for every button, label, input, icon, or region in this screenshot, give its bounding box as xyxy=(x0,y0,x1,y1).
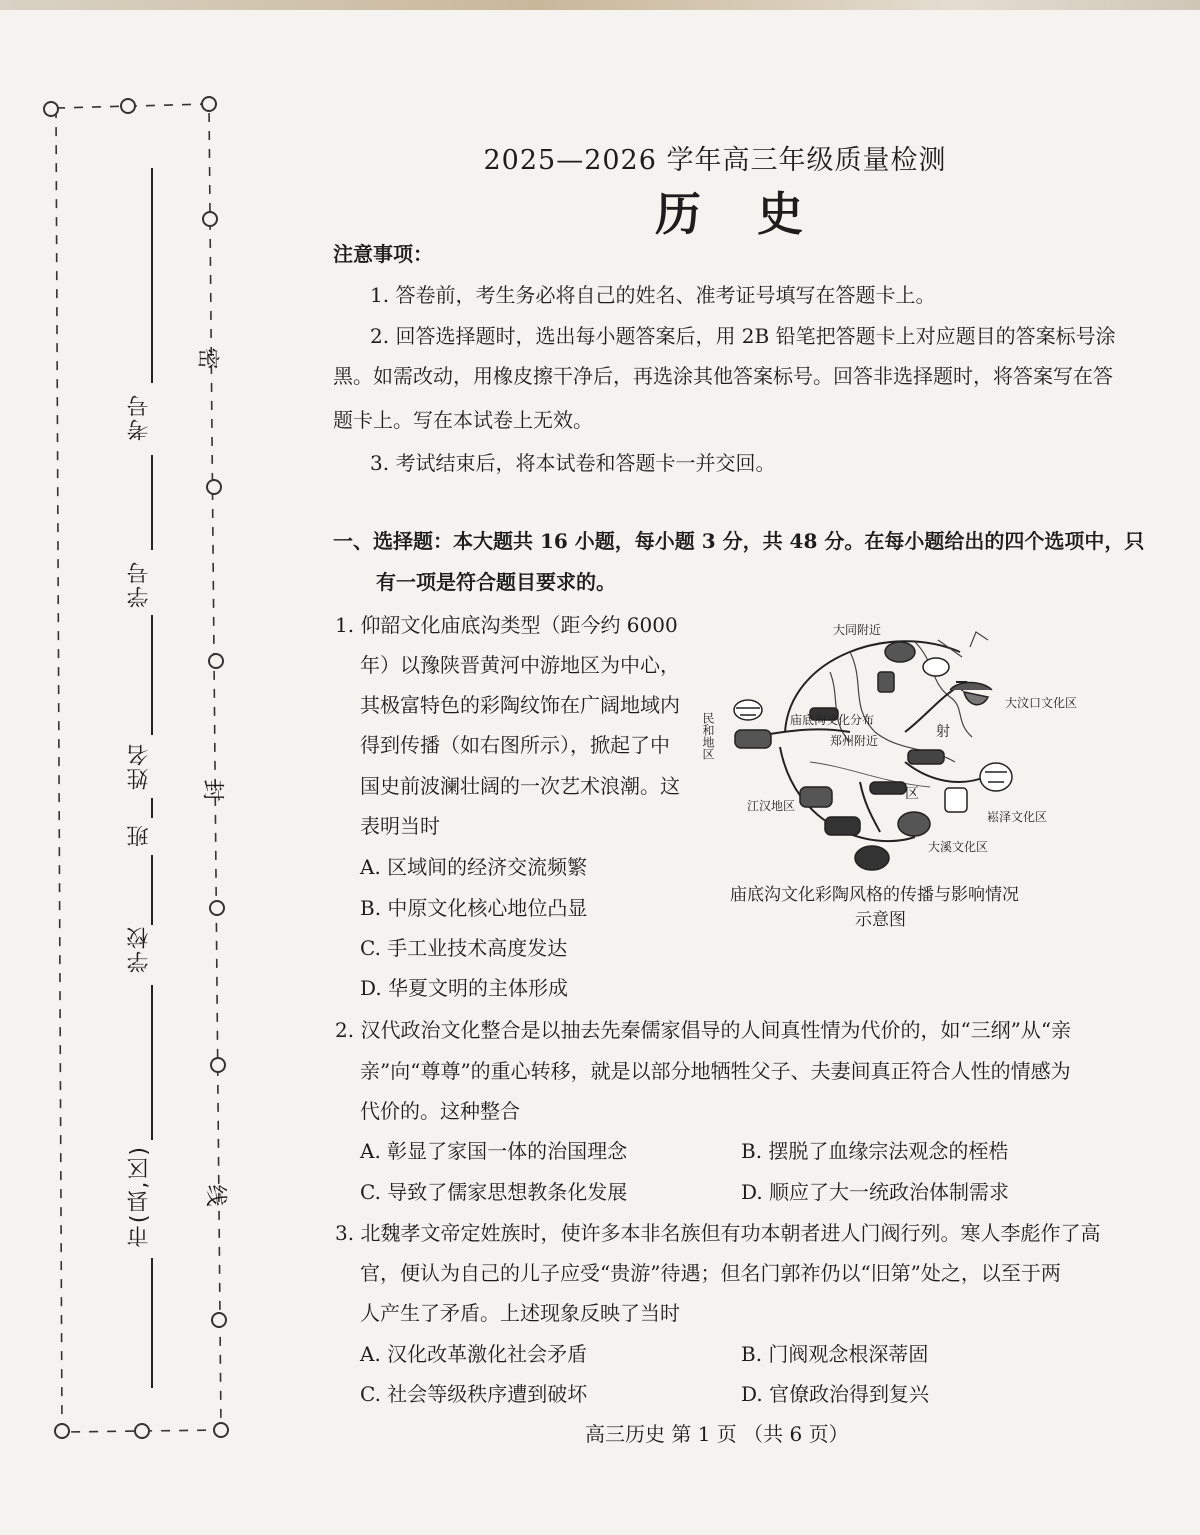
map-label-songze: 崧泽文化区 xyxy=(987,810,1048,824)
field-label-exam-number: 考号 xyxy=(127,393,152,441)
q1-stem: 其极富特色的彩陶纹饰在广阔地域内 xyxy=(360,693,680,717)
section-heading: 一、选择题：本大题共 16 小题，每小题 3 分，共 48 分。在每小题给出的四个选项中，只 xyxy=(333,529,1145,553)
field-underline xyxy=(151,855,153,925)
q1-stem: 表明当时 xyxy=(360,814,440,838)
field-underline xyxy=(151,985,153,1140)
notice-line: 2. 回答选择题时，选出每小题答案后，用 2B 铅笔把答题卡上对应题目的答案标号涂 xyxy=(370,324,1116,348)
map-label-she: 射 xyxy=(936,724,950,740)
q2-stem: 代价的。这种整合 xyxy=(360,1099,520,1123)
field-label-school: 学校 xyxy=(127,925,152,973)
q1-stem: 国史前波澜壮阔的一次艺术浪潮。这 xyxy=(360,774,680,798)
subject-title: 历 史 xyxy=(655,187,824,241)
q3-stem: 3. 北魏孝文帝定姓族时，使许多本非名族但有功本朝者进人门阀行列。寒人李彪作了高 xyxy=(335,1221,1101,1245)
binding-circle xyxy=(210,1057,226,1073)
cut-mark: 线 xyxy=(202,1184,228,1207)
binding-circle xyxy=(201,96,217,112)
field-underline xyxy=(151,798,153,818)
notice-line: 题卡上。写在本试卷上无效。 xyxy=(333,408,593,432)
binding-circle xyxy=(211,1312,227,1328)
q1-stem: 1. 仰韶文化庙底沟类型（距今约 6000 xyxy=(335,613,678,637)
q3-option-c[interactable]: C. 社会等级秩序遭到破坏 xyxy=(360,1382,588,1406)
binding-circle xyxy=(134,1423,150,1439)
binding-circle xyxy=(213,1422,229,1438)
q2-option-d[interactable]: D. 顺应了大一统政治体制需求 xyxy=(741,1180,1010,1204)
q1-stem: 年）以豫陕晋黄河中游地区为中心， xyxy=(360,653,680,677)
map-caption: 庙底沟文化彩陶风格的传播与影响情况 xyxy=(730,885,1019,905)
q3-option-a[interactable]: A. 汉化改革激化社会矛盾 xyxy=(360,1342,588,1366)
section-heading-cont: 有一项是符合题目要求的。 xyxy=(376,570,616,594)
binding-circle xyxy=(120,98,136,114)
q2-option-c[interactable]: C. 导致了儒家思想教条化发展 xyxy=(360,1180,628,1204)
cut-mark: 密 xyxy=(194,347,220,370)
binding-circle xyxy=(202,211,218,227)
map-label-zhengzhou: 郑州附近 xyxy=(830,734,879,748)
binding-circle xyxy=(206,479,222,495)
q1-option-d[interactable]: D. 华夏文明的主体形成 xyxy=(360,976,569,1000)
q1-stem: 得到传播（如右图所示），掀起了中 xyxy=(360,733,670,757)
q1-option-b[interactable]: B. 中原文化核心地位凸显 xyxy=(360,896,588,920)
field-underline xyxy=(151,615,153,735)
map-label-daxi: 大溪文化区 xyxy=(928,840,989,854)
map-caption-cont: 示意图 xyxy=(855,910,906,930)
exam-title: 2025—2026 学年高三年级质量检测 xyxy=(483,145,947,176)
q2-option-a[interactable]: A. 彰显了家国一体的治国理念 xyxy=(360,1139,628,1163)
q1-option-c[interactable]: C. 手工业技术高度发达 xyxy=(360,936,568,960)
map-label-qu: 区 xyxy=(905,786,919,802)
cut-mark: 封 xyxy=(199,779,225,802)
notice-line: 1. 答卷前，考生务必将自己的姓名、准考证号填写在答题卡上。 xyxy=(370,283,936,307)
page-footer: 高三历史 第 1 页 （共 6 页） xyxy=(585,1422,849,1446)
field-underline xyxy=(151,1258,153,1388)
map-label-minhe: 民和地区 xyxy=(701,712,715,760)
field-label-city: 市(县,区) xyxy=(127,1145,152,1248)
binding-circle xyxy=(43,101,59,117)
q2-stem: 2. 汉代政治文化整合是以抽去先秦儒家倡导的人间真性情为代价的，如“三纲”从“亲 xyxy=(335,1018,1072,1042)
field-underline xyxy=(151,455,153,550)
field-underline xyxy=(151,168,153,383)
q3-option-d[interactable]: D. 官僚政治得到复兴 xyxy=(741,1382,930,1406)
map-label-dawenkou: 大汶口文化区 xyxy=(1005,696,1078,710)
map-label-center: 庙底沟文化分布 xyxy=(790,713,875,727)
map-label-datong: 大同附近 xyxy=(833,623,882,637)
notice-heading: 注意事项： xyxy=(333,242,433,266)
binding-circle xyxy=(208,653,224,669)
field-label-class: 班 xyxy=(127,823,152,847)
q3-stem: 官，便认为自己的儿子应受“贵游”待遇；但名门郭祚仍以“旧第”处之，以至于两 xyxy=(360,1261,1061,1285)
binding-circle xyxy=(54,1423,70,1439)
q2-stem: 亲”向“尊尊”的重心转移，就是以部分地牺牲父子、夫妻间真正符合人性的情感为 xyxy=(360,1059,1071,1083)
map-label-jianghan: 江汉地区 xyxy=(747,799,796,813)
q3-stem: 人产生了矛盾。上述现象反映了当时 xyxy=(360,1301,680,1325)
notice-line: 黑。如需改动，用橡皮擦干净后，再选涂其他答案标号。回答非选择题时，将答案写在答 xyxy=(333,364,1113,388)
binding-circle xyxy=(209,900,225,916)
field-label-student-number: 学号 xyxy=(127,560,152,608)
q3-option-b[interactable]: B. 门阀观念根深蒂固 xyxy=(741,1342,929,1366)
notice-line: 3. 考试结束后，将本试卷和答题卡一并交回。 xyxy=(370,451,776,475)
q2-option-b[interactable]: B. 摆脱了血缘宗法观念的桎梏 xyxy=(741,1139,1009,1163)
pottery-spread-map xyxy=(700,612,1100,882)
field-label-name: 姓名 xyxy=(127,742,152,790)
q1-option-a[interactable]: A. 区域间的经济交流频繁 xyxy=(360,855,588,879)
